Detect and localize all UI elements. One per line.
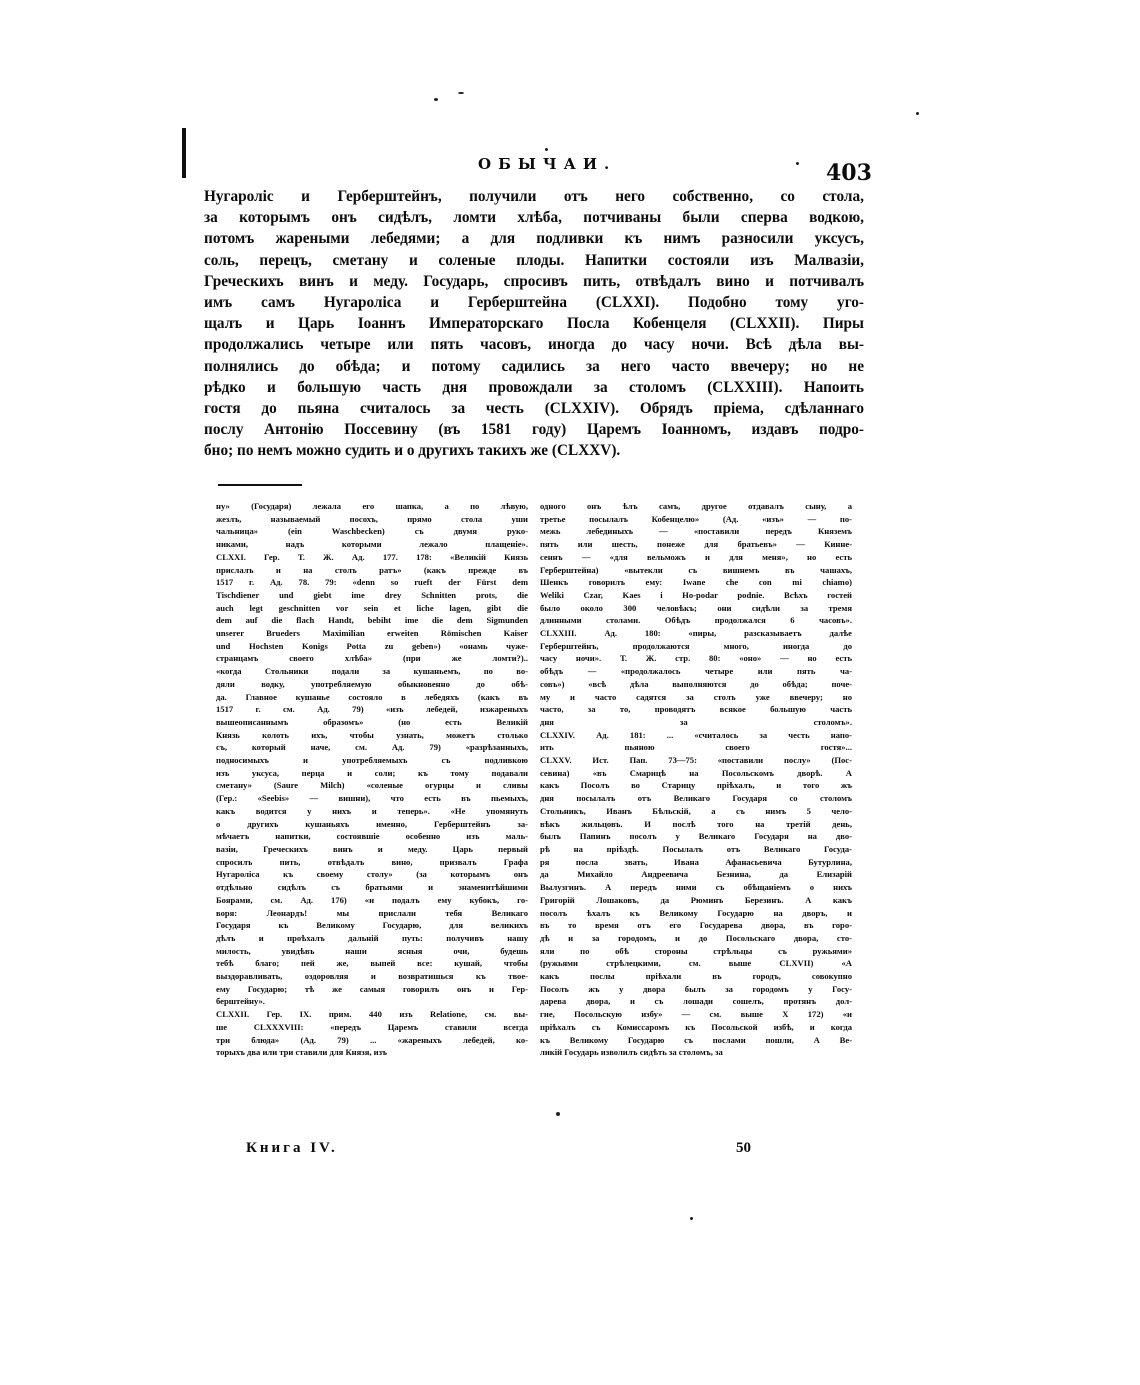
footnote-line: мѣчаетъ напитки, состоявшіе особенно изъ маль-	[216, 831, 528, 842]
text-line: бно; по немъ можно судить и о другихъ такихъ же (CLXXV).	[204, 442, 621, 460]
text-line: продолжались четыре или пять часовъ, иногда до часу ночи. Всѣ дѣла вы-	[204, 336, 864, 354]
book-label: Книга IV.	[246, 1140, 338, 1156]
footnote-line: тебѣ благо; пей же, выпей все: кушай, чтобы	[216, 958, 528, 969]
footnote-line: CLXXV. Ист. Пап. 73—75: «поставили послу» (Пос-	[540, 755, 852, 766]
footnote-line: дѣ и за городомъ, и до Посольскаго двора, сто-	[540, 932, 852, 943]
footnote-line: посолъ ѣхалъ къ Великому Государю на дворъ, и	[540, 907, 852, 918]
text-line: гостя до пьяна считалось за честь (CLXXIV). Обрядъ пріема, сдѣланнаго	[204, 400, 864, 418]
footnote-line: ря посла звать, Ивана Афанасьевича Бутурлина,	[540, 856, 852, 867]
footnote-line: ну» (Государя) лежала его шапка, а по лѣвую,	[216, 501, 528, 511]
footnote-line: гие, Посольскую избу» — см. выше X 172) «и	[540, 1009, 852, 1020]
footnote-line: торыхъ два или три ставили для Князя, изъ	[216, 1047, 387, 1058]
text-line: потомъ жареными лебедями; а для подливки къ нимъ разносили уксусъ,	[204, 230, 864, 248]
footnote-line: Посолъ жъ у двора былъ за городомъ у Госу-	[540, 983, 852, 994]
footnote-line: дня за столомъ».	[540, 716, 852, 727]
footnote-line: Вылузгинъ. А передъ ними съ обѣщаніемъ о нихъ	[540, 882, 852, 893]
print-speck	[556, 1112, 560, 1116]
footnote-line: Шенкъ говорилъ ему: Iwane che con mi chiamo)	[540, 577, 852, 588]
footnote-line: дѣлъ и проѣхалъ дальній путь: получивъ нашу	[216, 932, 528, 943]
footnote-line: подносимыхъ и употребляемыхъ съ подливкою	[216, 755, 528, 766]
footnote-line: дня посылалъ отъ Великаго Государя со столомъ	[540, 793, 852, 804]
print-speck	[690, 1217, 693, 1220]
footnote-line: о другихъ кушаньяхъ именно, Герберштейнъ за-	[216, 818, 528, 829]
text-line: рѣдко и большую часть дня провождали за столомъ (CLXXIII). Напоить	[204, 378, 864, 396]
footnote-line: милость, увидѣвъ наши ясныя очи, будешь	[216, 945, 528, 956]
footnote-line: одного онъ ѣлъ самъ, другое отдавалъ сыну, а	[540, 501, 852, 511]
footnote-line: пріѣхалъ съ Комиссаромъ къ Посольской избѣ, и когда	[540, 1021, 852, 1032]
main-text-block	[204, 186, 864, 462]
footnote-line: къ Великому Государю съ послами пошли, А Ве-	[540, 1034, 852, 1045]
footnote-line: какъ послы пріѣхали въ городъ, совокупно	[540, 971, 852, 982]
footnote-line: межь лебединыхъ — «поставили передъ Княземъ	[540, 526, 852, 537]
page-number: 403	[826, 160, 872, 186]
footnote-line: сеннъ — «для вельможъ и для меня», но есть	[540, 551, 852, 562]
footnote-line: часто, за то, проводятъ всякое большую часть	[540, 704, 852, 715]
footnote-line: третье посылалъ Кобенцелю» (Ад. «изъ» — по-	[540, 513, 852, 524]
footnote-line: Князь колоть ихъ, чтобы узнать, можетъ столько	[216, 729, 528, 740]
footnote-line: Государя къ Великому Государю, для великихъ	[216, 920, 528, 931]
footnote-line: Герберштейнъ, продолжаются много, иногда до	[540, 640, 852, 651]
text-line: за которымъ онъ сидѣлъ, ломти хлѣба, потчиваны были сперва водкою,	[204, 209, 864, 227]
footnote-line: три блюда» (Ад. 79) ... «жареныхъ лебедей, ко-	[216, 1034, 528, 1045]
footnote-line: Григорій Лошаковъ, да Рюминъ Березинъ. А какъ	[540, 894, 852, 905]
footnote-line: 1517 г. см. Ад. 79) «изъ лебедей, изжареныхъ	[216, 704, 528, 715]
footnote-line: unserer Brueders Maximilian erweiten Römischen Kaiser	[216, 628, 528, 639]
footnote-line: яли по обѣ стороны стрѣльцы съ ружьями»	[540, 945, 852, 956]
footnote-line: ше CLXXXVIII: «передъ Царемъ ставили всегда	[216, 1021, 528, 1032]
footnote-line: (ружьями стрѣлецкими, см. выше CLXVII) «А	[540, 958, 852, 969]
print-speck	[545, 148, 548, 151]
footnote-line: прислалъ и на столъ ратъ» (какъ прежде въ	[216, 564, 528, 575]
footnote-line: берштейну».	[216, 996, 265, 1007]
footnotes-right-column	[540, 500, 852, 1059]
footnote-line: да Михайло Андреевича Безнина, да Елизарій	[540, 869, 852, 880]
footnote-line: чальница» (ein Waschbecken) съ двумя руко-	[216, 526, 528, 537]
footnote-line: вѣкъ жильцовъ. И послѣ того на третій день,	[540, 818, 852, 829]
footnotes-left-column	[216, 500, 528, 1059]
footnote-line: ему Государю; тѣ же самыя говорилъ онъ и Гер-	[216, 983, 528, 994]
text-line: полнялись до обѣда; и потому садились за него часто ввечеру; но не	[204, 357, 864, 375]
footnote-line: часу ночи». Т. Ж. стр. 80: «оно» — но есть	[540, 653, 852, 664]
footnote-line: да. Главное кушанье состояло в лебедяхъ (какъ въ	[216, 691, 528, 702]
footnote-line: отдѣльно сидѣлъ съ братьями и знаменитѣйшими	[216, 882, 528, 893]
print-speck	[796, 162, 799, 165]
footnote-line: было около 300 человѣкъ; они сидѣли за тремя	[540, 602, 852, 613]
footnote-line: жезлъ, называемый посохъ, прямо стола уши	[216, 513, 528, 524]
footnote-line: вазіи, Греческихъ винъ и меду. Царь первый	[216, 843, 528, 854]
footnote-line: какъ Посолъ во Старицу пріѣхалъ, и того жъ	[540, 780, 852, 791]
text-line: послу Антонію Поссевину (въ 1581 году) Царемъ Іоанномъ, издавъ подро-	[204, 421, 864, 439]
footnote-line: въ то время отъ его Государева двора, въ горо-	[540, 920, 852, 931]
footnote-line: CLXXIII. Ад. 180: «пиры, разсказываетъ далѣе	[540, 628, 852, 639]
signature-number: 50	[736, 1140, 751, 1156]
footnote-line: совъ») «всѣ дѣла выполняются до обѣда; поче-	[540, 678, 852, 689]
footnote-line: вышеописаннымъ образомъ» (но есть Великій	[216, 716, 528, 727]
footnote-line: ить пьяною своего гостя»...	[540, 742, 852, 753]
footnote-line: auch legt geschnitten vor sein et liche lagen, gibt die	[216, 602, 528, 613]
text-line: Нугароліс и Герберштейнъ, получили отъ него собственно, со стола,	[204, 188, 864, 205]
footnote-line: 1517 г. Ад. 78. 79: «denn so rueft der Fürst dem	[216, 577, 528, 588]
footnote-line: Tischdiener und giebt ime drey Schnitten prots, die	[216, 589, 528, 600]
footnote-line: выздоравливать, оздоровляя и возвратишься къ твое-	[216, 971, 528, 982]
text-line: соль, перецъ, сметану и соленые плоды. Напитки состояли изъ Малвазіи,	[204, 251, 864, 269]
text-line: имъ самъ Нугароліса и Герберштейна (CLXXI). Подобно тому уго-	[204, 294, 864, 312]
footnote-line: Нугароліса къ своему столу» (за которымъ онъ	[216, 869, 528, 880]
footnote-line: обѣдъ — «продолжалось четыре или пять ча-	[540, 666, 852, 677]
footnote-line: рѣ на пріѣздѣ. Посылалъ отъ Великаго Госуда-	[540, 843, 852, 854]
footnote-line: CLXXIV. Ад. 181: ... «считалось за честь напо-	[540, 729, 852, 740]
footnote-line: дяли водку, употребляемую обыкновенно до обѣ-	[216, 678, 528, 689]
print-speck	[434, 98, 438, 101]
footnote-line: dem auf die flach Handt, bebiht ime die dem Sigmunden	[216, 615, 528, 626]
footnote-line: Стольникъ, Иванъ Бѣльскій, а съ нимъ 5 чело-	[540, 805, 852, 816]
footnote-line: Боярами, см. Ад. 176) «и подалъ ему кубокъ, го-	[216, 894, 528, 905]
text-line: щалъ и Царь Іоаннъ Императорскаго Посла Кобенцеля (CLXXII). Пиры	[204, 315, 864, 333]
footnote-line: воря: Леонардъ! мы прислали тебя Великаго	[216, 907, 528, 918]
footnote-line: Герберштейна) «вытекли съ вишнемъ въ чашахъ,	[540, 564, 852, 575]
footnote-separator	[218, 484, 302, 486]
footnote-line: CLXXI. Гер. Т. Ж. Ад. 177. 178: «Великій Князь	[216, 551, 528, 562]
footnote-line: дарева двора, и съ лошади сошелъ, протянъ дол-	[540, 996, 852, 1007]
text-line: Греческихъ винъ и меду. Государь, спросивъ пить, отвѣдалъ вино и потчивалъ	[204, 272, 864, 290]
print-speck	[458, 92, 464, 94]
footnote-line: длинными столами. Обѣдъ продолжался 6 часовъ».	[540, 615, 852, 626]
footnote-line: спросилъ пить, отвѣдалъ вино, призвалъ Графа	[216, 856, 528, 867]
footnote-line: ликій Государь изволилъ сидѣть за столомъ, за	[540, 1047, 723, 1058]
footnote-line: му и часто садятся за столъ уже ввечеру; но	[540, 691, 852, 702]
footnote-line: былъ Папинъ посолъ у Великаго Государя на дво-	[540, 831, 852, 842]
footnote-line: пять или шесть, понеже для братьевъ» — Кинне-	[540, 539, 852, 550]
print-speck	[916, 112, 919, 115]
footnote-line: изъ уксуса, перца и соли; къ тому подавали	[216, 767, 528, 778]
footnote-line: странцамъ своего хлѣба» (при же ломти?)..	[216, 653, 528, 664]
footnote-line: съ, который наче, см. Ад. 79) «разрѣзанныхъ,	[216, 742, 528, 753]
margin-rule	[182, 128, 186, 178]
footnote-line: сметану» (Saure Milch) «соленые огурцы и сливы	[216, 780, 528, 791]
footnote-line: Weliki Czar, Kaes i Ho-podar podnie. Всѣхъ гостей	[540, 589, 852, 600]
footnote-line: (Гер.: «Seebis» — вишни), что есть въ пьемыхъ,	[216, 793, 528, 804]
footnote-line: никами, надъ которыми лежало плащеніе».	[216, 539, 528, 550]
running-head: ОБЫЧАИ.	[478, 155, 617, 173]
footnote-line: «когда Стольники подали за кушаньемъ, по во-	[216, 666, 528, 677]
footnote-line: CLXXII. Гер. IX. прим. 440 изъ Relatione, см. вы-	[216, 1009, 528, 1020]
footnote-line: севина) «въ Смарицѣ на Посольскомъ дворѣ. А	[540, 767, 852, 778]
footnote-line: und Hochsten Konigs Potta zu geben») «онамь чуже-	[216, 640, 528, 651]
footnote-line: какъ водится у нихъ и теперь». «Не упомянуть	[216, 805, 528, 816]
